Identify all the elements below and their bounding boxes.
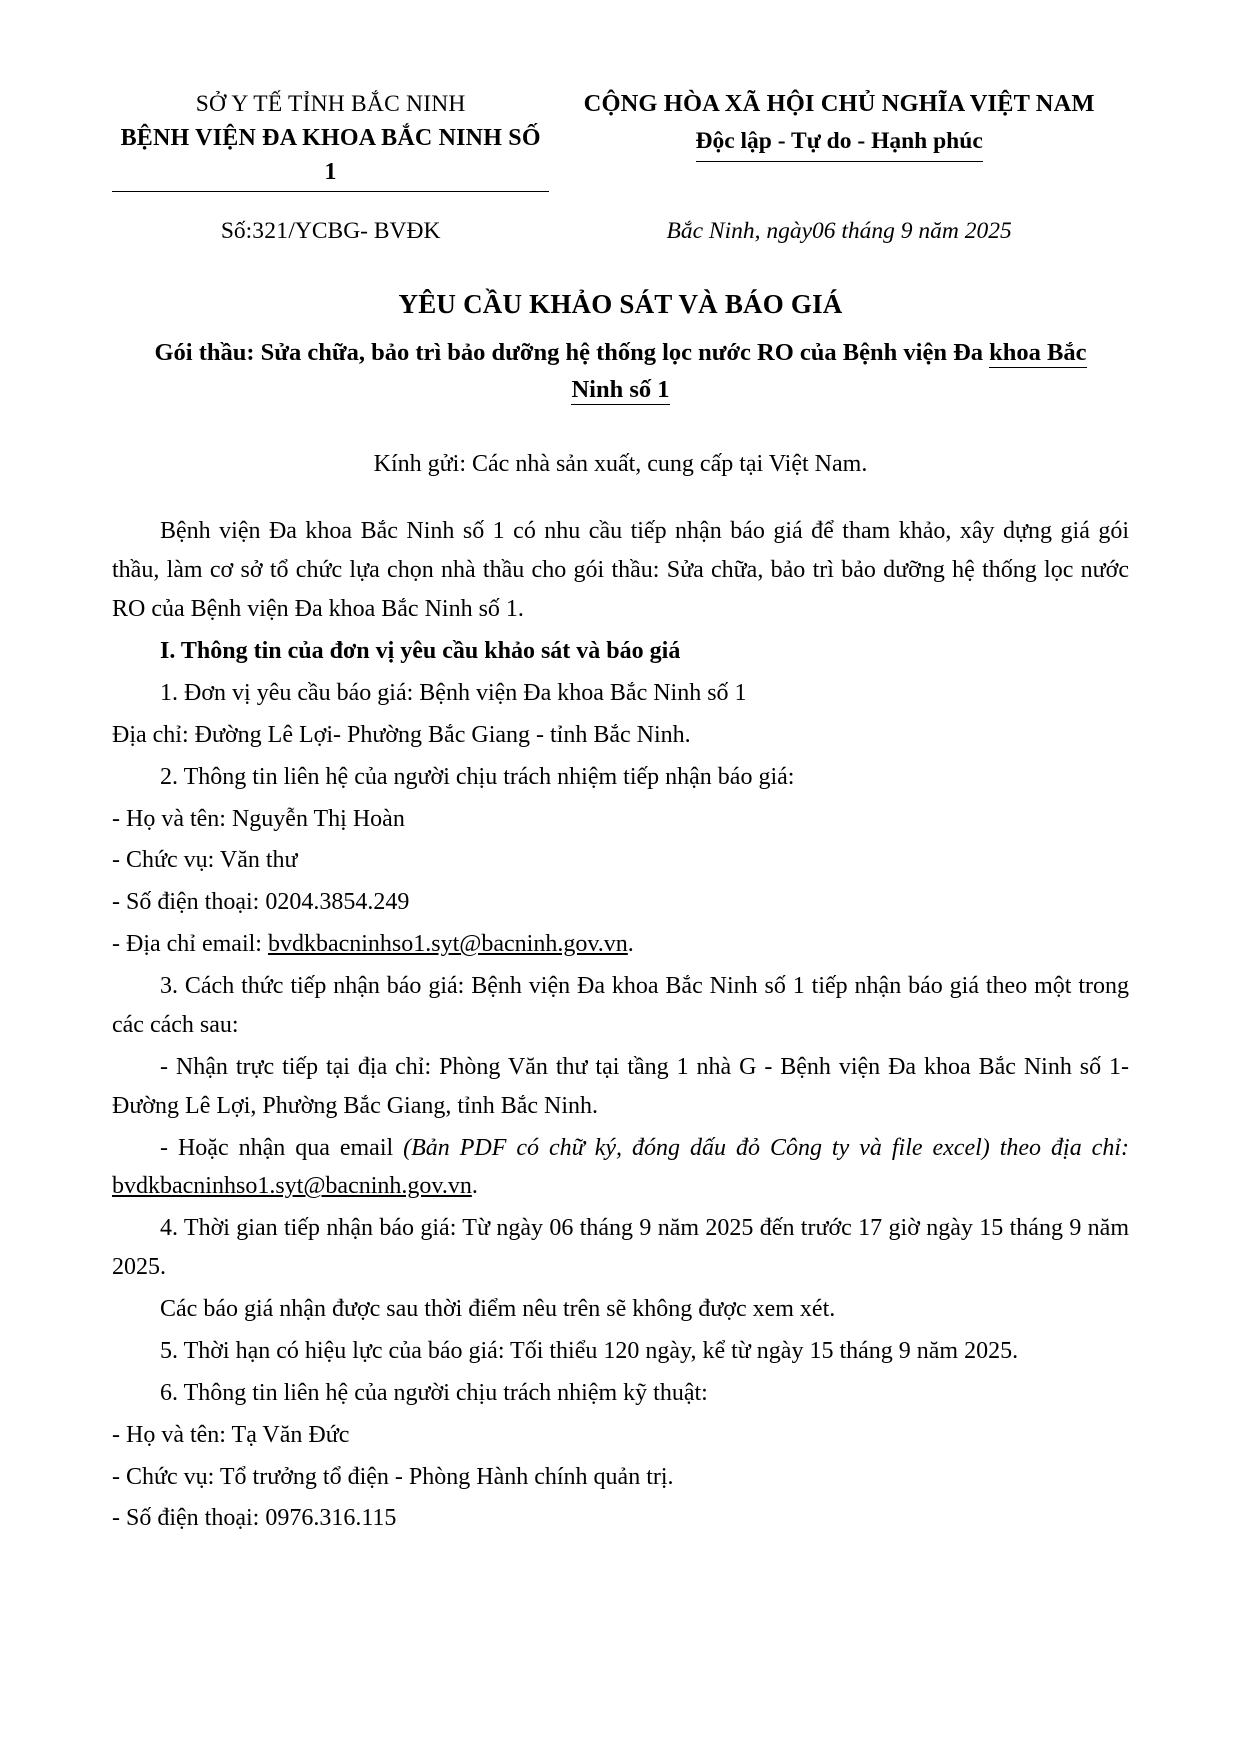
document-meta-row [112,218,1129,245]
item-3-email-prefix: - Hoặc nhận qua email [160,1134,404,1161]
document-number-value: 321 [252,217,289,244]
date-month-year: tháng 9 năm 2025 [841,217,1012,244]
document-number [112,218,549,245]
item-6-contact-name: - Họ và tên: Tạ Văn Đức [112,1421,350,1448]
document-number-suffix: /YCBG- BVĐK [288,217,441,244]
hospital-name [112,121,549,191]
issuing-authority-block [112,86,549,192]
date-place-label: Bắc Ninh, ngày [666,217,813,244]
item-2-heading: 2. Thông tin liên hệ của người chịu trách nhiệm tiếp nhận báo giá: [160,763,795,790]
item-2-email-address[interactable]: bvdkbacninhso1.syt@bacninh.gov.vn [267,931,628,958]
province-health-department: SỞ Y TẾ TỈNH BẮC NINH [195,91,466,117]
item-2-contact-role: - Chức vụ: Văn thư [112,847,298,874]
document-number-prefix: Số: [220,217,253,244]
item-3-option-email [112,1129,1129,1207]
item-2-email-period: . [627,931,634,958]
item-3-heading: 3. Cách thức tiếp nhận báo giá: Bệnh viện Đa khoa Bắc Ninh số 1 tiếp nhận báo giá theo một trong các cách sau: [112,973,1129,1038]
item-4-note: Các báo giá nhận được sau thời điểm nêu trên sẽ không được xem xét. [160,1296,836,1323]
item-4-deadline: 4. Thời gian tiếp nhận báo giá: Từ ngày 06 tháng 9 năm 2025 đến trước 17 giờ ngày 15 tháng 9 năm 2025. [112,1215,1129,1281]
item-6-contact-phone: - Số điện thoại: 0976.316.115 [112,1505,397,1532]
item-1-unit: 1. Đơn vị yêu cầu báo giá: Bệnh viện Đa khoa Bắc Ninh số 1 [160,679,747,706]
intro-paragraph: Bệnh viện Đa khoa Bắc Ninh số 1 có nhu cầu tiếp nhận báo giá để tham khảo, xây dựng giá gói thầu, làm cơ sở tổ chức lựa chọn nhà thầu cho gói thầu: Sửa chữa, bảo trì bảo dưỡng hệ thống lọc nước RO của Bệnh viện Đa khoa Bắc Ninh số 1. [112,518,1129,623]
item-5-validity: 5. Thời hạn có hiệu lực của báo giá: Tối thiểu 120 ngày, kể từ ngày 15 tháng 9 năm 2025. [160,1337,1019,1364]
item-3-option-direct: - Nhận trực tiếp tại địa chỉ: Phòng Văn thư tại tầng 1 nhà G - Bệnh viện Đa khoa Bắc Ninh số 1- Đường Lê Lợi, Phường Bắc Giang, tỉnh Bắc Ninh. [112,1053,1129,1119]
national-heading-block [549,86,1129,162]
item-2-contact-name: - Họ và tên: Nguyễn Thị Hoàn [112,805,405,832]
item-3-email-period: . [471,1173,478,1200]
item-2-contact-phone: - Số điện thoại: 0204.3854.249 [112,889,410,916]
addressee-line: Kính gửi: Các nhà sản xuất, cung cấp tại Việt Nam. [373,451,868,478]
item-3-email-address[interactable]: bvdkbacninhso1.syt@bacninh.gov.vn [112,1173,472,1200]
item-1-address: Địa chỉ: Đường Lê Lợi- Phường Bắc Giang - tỉnh Bắc Ninh. [112,721,691,748]
national-motto [549,124,1129,162]
item-6-heading: 6. Thông tin liên hệ của người chịu trách nhiệm kỹ thuật: [160,1379,708,1406]
hospital-name-text: BỆNH VIỆN ĐA KHOA BẮC NINH SỐ 1 [112,121,549,191]
package-title [112,334,1129,410]
page-title: YÊU CẦU KHẢO SÁT VÀ BÁO GIÁ [398,288,843,319]
national-motto-text: Độc lập - Tự do - Hạnh phúc [696,124,983,162]
document-body [112,512,1129,1538]
item-3-email-note: (Bản PDF có chữ ký, đóng dấu đỏ Công ty và file excel) theo địa chỉ: [403,1134,1129,1161]
package-title-line1: Gói thầu: Sửa chữa, bảo trì bảo dưỡng hệ thống lọc nước RO của Bệnh viện Đa [154,338,984,366]
document-header [112,86,1129,192]
document-date [549,218,1129,245]
section-1-heading: I. Thông tin của đơn vị yêu cầu khảo sát và báo giá [160,638,681,665]
item-6-contact-role: - Chức vụ: Tổ trưởng tổ điện - Phòng Hành chính quản trị. [112,1463,674,1490]
package-title-line2: khoa Bắc Ninh số 1 [571,338,1087,404]
item-2-email-label: - Địa chỉ email: [112,931,268,958]
date-day-value: 06 [812,217,836,244]
country-name: CỘNG HÒA XÃ HỘI CHỦ NGHĨA VIỆT NAM [583,90,1095,117]
item-2-contact-email-line [112,925,1129,964]
